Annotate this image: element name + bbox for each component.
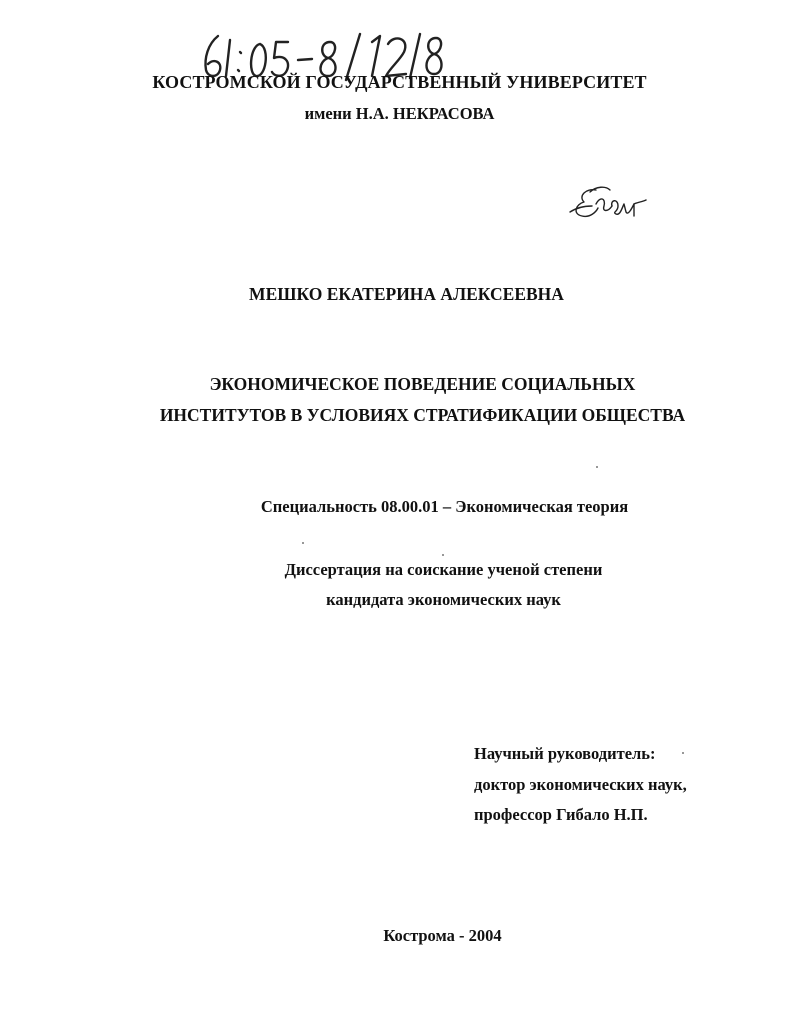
dissertation-title-line-2: ИНСТИТУТОВ В УСЛОВИЯХ СТРАТИФИКАЦИИ ОБЩЕСТВА — [159, 405, 686, 425]
degree-line-1: Диссертация на соискание ученой степени — [284, 560, 603, 579]
university-name-header: КОСТРОМСКОЙ ГОСУДАРСТВЕННЫЙ УНИВЕРСИТЕТ — [152, 72, 647, 92]
city-year: Кострома - 2004 — [383, 926, 502, 945]
supervisor-label: Научный руководитель: — [474, 744, 656, 763]
scan-speck — [596, 466, 598, 468]
supervisor-degree: доктор экономических наук, — [474, 775, 687, 794]
university-named-after: имени Н.А. НЕКРАСОВА — [304, 104, 495, 123]
dissertation-title-line-1: ЭКОНОМИЧЕСКОЕ ПОВЕДЕНИЕ СОЦИАЛЬНЫХ — [209, 374, 636, 394]
author-name: МЕШКО ЕКАТЕРИНА АЛЕКСЕЕВНА — [249, 284, 564, 304]
scan-speck — [302, 542, 304, 544]
scan-speck — [682, 752, 684, 754]
supervisor-name: профессор Гибало Н.П. — [474, 805, 648, 824]
specialty: Специальность 08.00.01 – Экономическая теория — [260, 497, 629, 516]
handwritten-signature — [566, 182, 650, 224]
degree-line-2: кандидата экономических наук — [326, 590, 561, 609]
scan-speck — [442, 554, 444, 556]
